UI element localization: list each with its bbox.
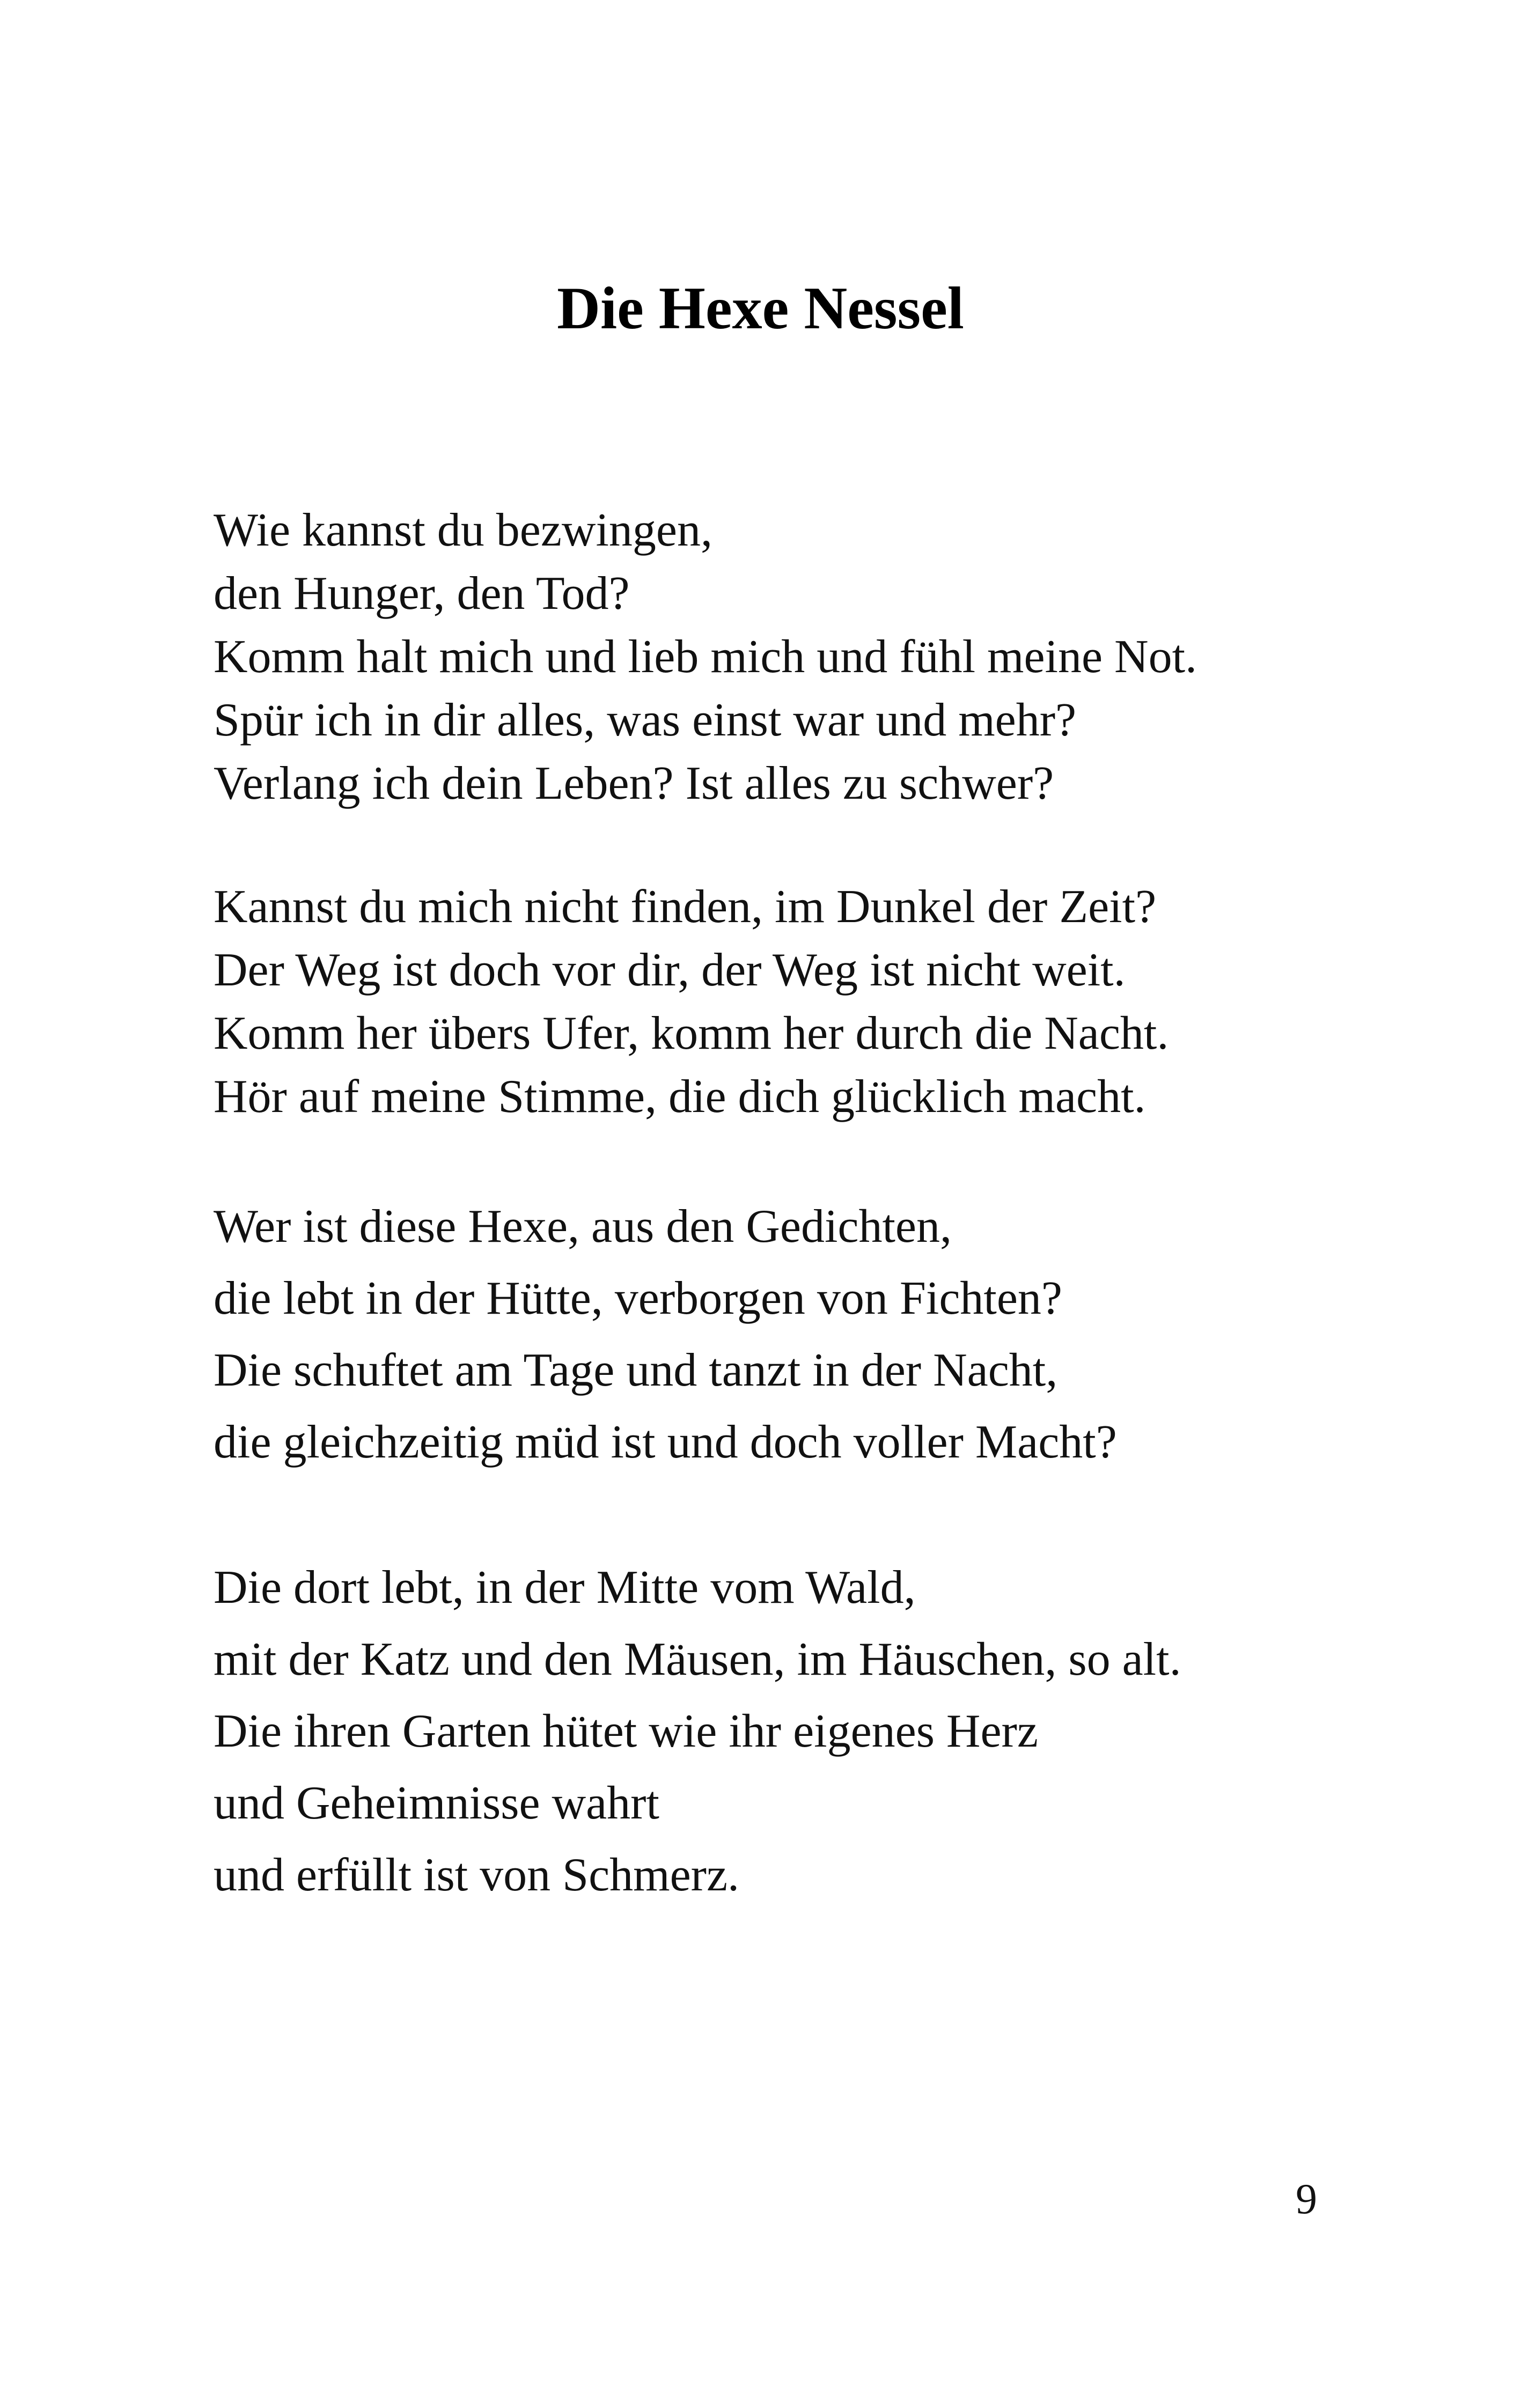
- poem-line: den Hunger, den Tod?: [214, 568, 630, 620]
- poem-line: die gleichzeitig müd ist und doch voller Macht?: [214, 1416, 1117, 1468]
- poem-line: Der Weg ist doch vor dir, der Weg ist nicht weit.: [214, 944, 1126, 996]
- poem-line: Die ihren Garten hütet wie ihr eigenes Herz: [214, 1705, 1038, 1757]
- poem-line: Komm halt mich und lieb mich und fühl meine Not.: [214, 631, 1197, 683]
- poem-line: Wer ist diese Hexe, aus den Gedichten,: [214, 1201, 952, 1253]
- poem-line: und Geheimnisse wahrt: [214, 1777, 659, 1829]
- poem-line: Kannst du mich nicht finden, im Dunkel der Zeit?: [214, 881, 1157, 933]
- poem-line: Verlang ich dein Leben? Ist alles zu schwer?: [214, 757, 1054, 809]
- poem-line: mit der Katz und den Mäusen, im Häuschen, so alt.: [214, 1633, 1181, 1685]
- poem-line: Spür ich in dir alles, was einst war und mehr?: [214, 694, 1077, 746]
- stanza-1: [214, 499, 1340, 815]
- poem-line: Die schuftet am Tage und tanzt in der Nacht,: [214, 1344, 1058, 1396]
- poem-line: Komm her übers Ufer, komm her durch die Nacht.: [214, 1007, 1169, 1059]
- stanza-3: [214, 1191, 1340, 1478]
- page-number: 9: [1296, 2176, 1317, 2223]
- poem-line: Die dort lebt, in der Mitte vom Wald,: [214, 1562, 916, 1614]
- poem-line: Wie kannst du bezwingen,: [214, 504, 712, 556]
- poem-line: die lebt in der Hütte, verborgen von Fichten?: [214, 1272, 1062, 1324]
- stanza-4: [214, 1552, 1340, 1911]
- poem-line: Hör auf meine Stimme, die dich glücklich macht.: [214, 1071, 1146, 1123]
- poem-title: Die Hexe Nessel: [557, 275, 964, 342]
- poem-line: und erfüllt ist von Schmerz.: [214, 1849, 740, 1901]
- stanza-2: [214, 875, 1340, 1129]
